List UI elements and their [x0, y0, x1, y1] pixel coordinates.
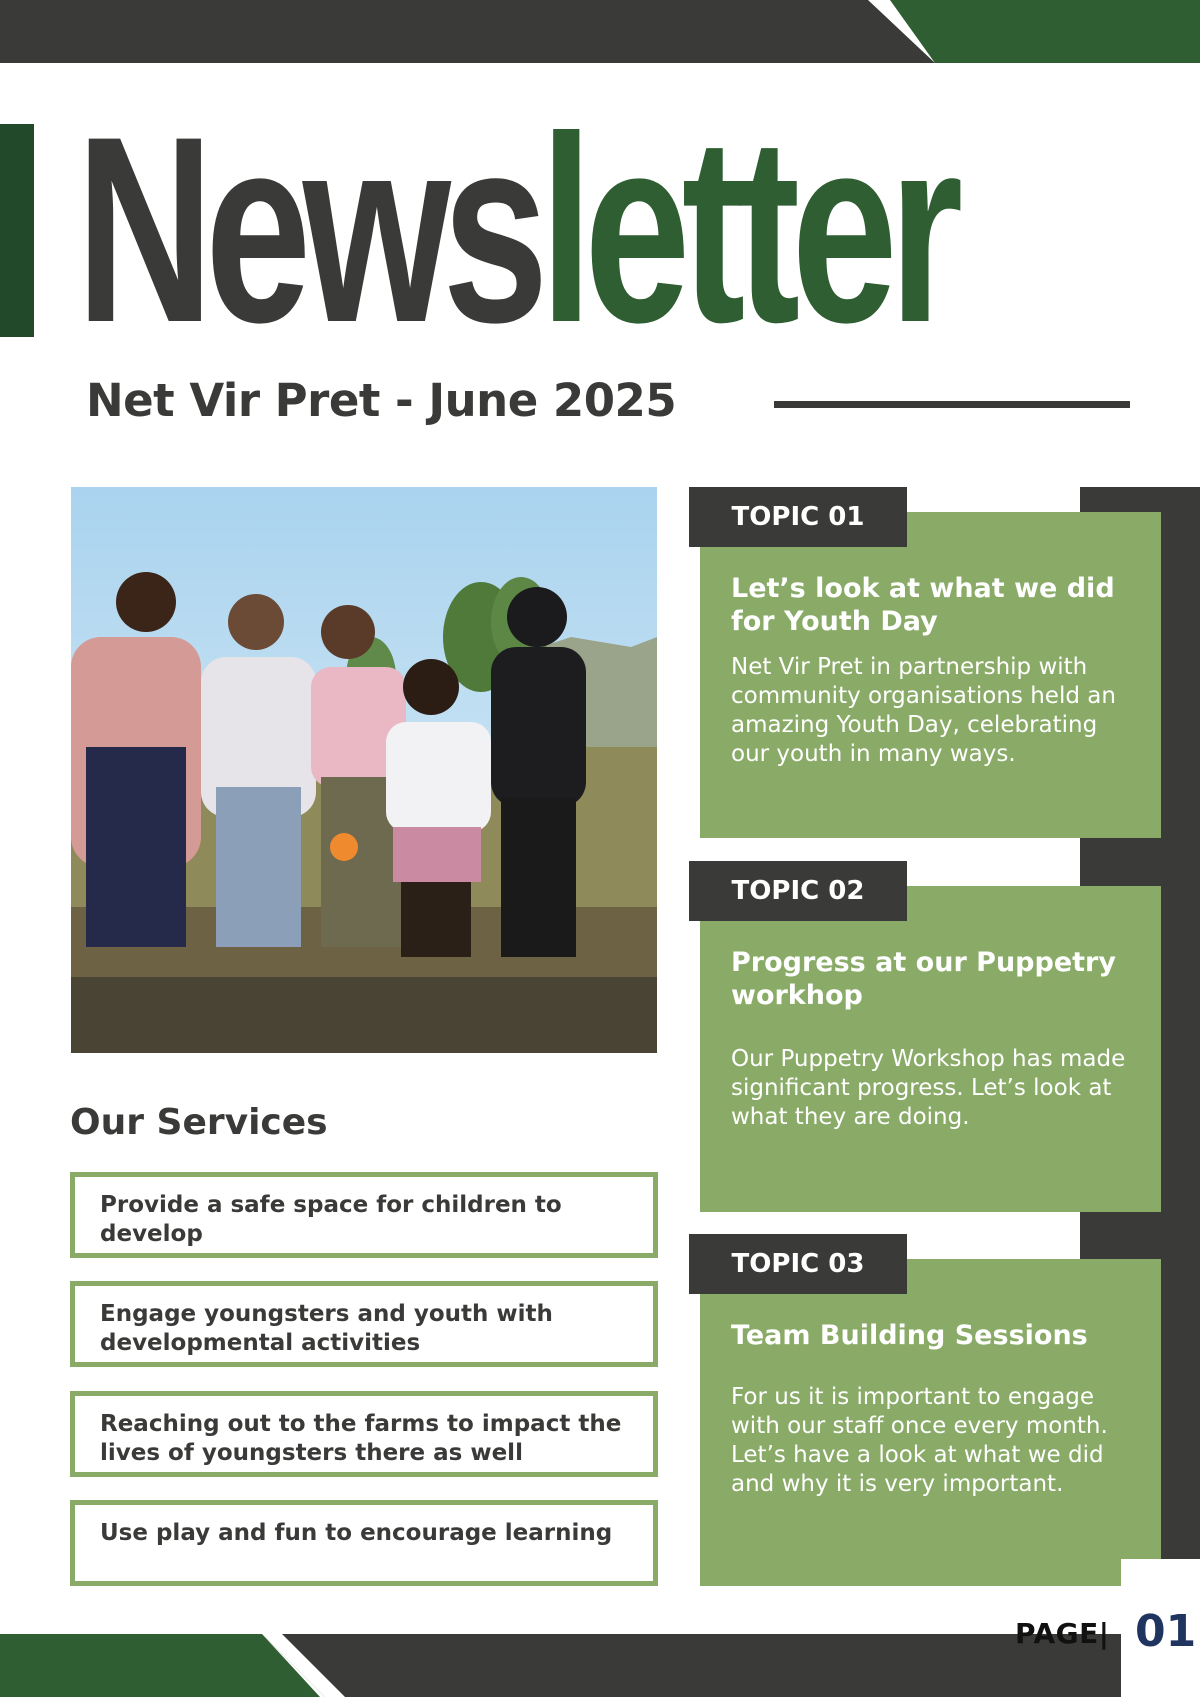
service-item — [70, 1172, 658, 1258]
topic-body: Our Puppetry Workshop has made significant progress. Let’s look at what they are doing. — [731, 1046, 1126, 1130]
topic-heading: Progress at our Puppetry workhop — [731, 947, 1116, 1011]
topic-card-2 — [700, 886, 1161, 1212]
service-item-text: Provide a safe space for children to develop — [100, 1192, 562, 1247]
group-of-children-photo — [71, 487, 657, 1053]
topic-card-3 — [700, 1259, 1161, 1586]
subtitle-divider — [774, 401, 1130, 408]
service-item-text: Reaching out to the farms to impact the lives of youngsters there as well — [100, 1411, 622, 1466]
headline-accent-bar — [0, 124, 34, 337]
topic-tab-1: TOPIC 01 — [689, 487, 907, 547]
service-item-text: Use play and fun to encourage learning — [100, 1520, 613, 1546]
topic-heading: Team Building Sessions — [731, 1320, 1088, 1351]
page-number: 01 — [1135, 1606, 1197, 1657]
service-item — [70, 1500, 658, 1586]
topic-tab-2: TOPIC 02 — [689, 861, 907, 921]
headline-part-1: News — [76, 82, 540, 378]
service-item-text: Engage youngsters and youth with developmental activities — [100, 1301, 553, 1356]
topic-heading: Let’s look at what we did for Youth Day — [731, 573, 1115, 637]
topic-body: For us it is important to engage with our staff once every month. Let’s have a look at what we did and why it is very important. — [731, 1384, 1108, 1497]
topic-body: Net Vir Pret in partnership with community organisations held an amazing Youth Day, celebrating our youth in many ways. — [731, 654, 1116, 767]
headline-part-2: letter — [539, 82, 955, 378]
services-title: Our Services — [70, 1102, 328, 1143]
service-item — [70, 1281, 658, 1367]
topic-card-1 — [700, 512, 1161, 838]
headline — [76, 82, 955, 378]
page-label: PAGE| — [1015, 1617, 1110, 1650]
topic-tab-3: TOPIC 03 — [689, 1234, 907, 1294]
top-banner — [0, 0, 1200, 63]
service-item — [70, 1391, 658, 1477]
subtitle: Net Vir Pret - June 2025 — [86, 374, 677, 427]
